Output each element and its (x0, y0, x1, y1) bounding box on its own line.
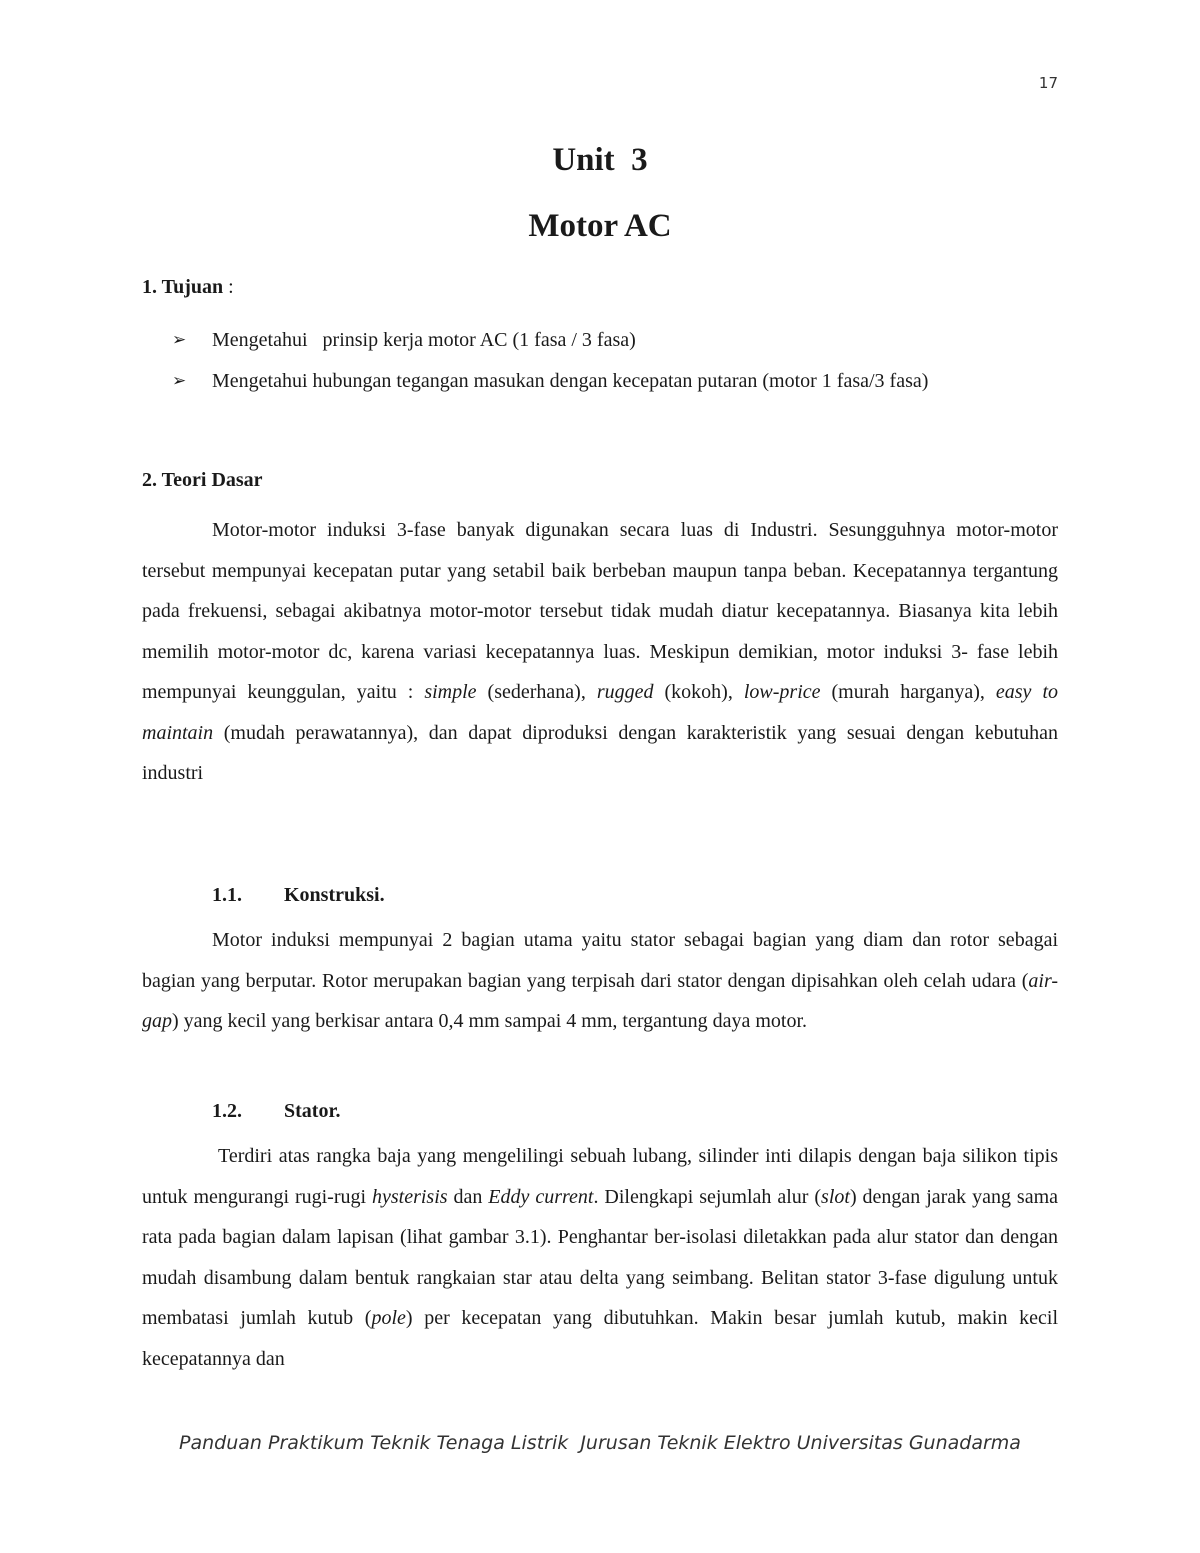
italic-term: pole (371, 1307, 406, 1329)
subsection-heading-konstruksi (212, 884, 385, 907)
italic-term: easy to maintain (142, 681, 1058, 744)
list-item-text: Mengetahui prinsip kerja motor AC (1 fasa / 3 fasa) (212, 329, 636, 351)
section-heading-teori-dasar: 2. Teori Dasar (142, 469, 263, 491)
teori-dasar-paragraph (142, 510, 1058, 794)
subsection-number: 1.2. (212, 1100, 242, 1122)
list-item-text: Mengetahui hubungan tegangan masukan dengan kecepatan putaran (motor 1 fasa/3 fasa) (212, 370, 929, 392)
text-run: (kokoh), (653, 681, 744, 703)
text-run: ) yang kecil yang berkisar antara 0,4 mm sampai 4 mm, tergantung daya motor. (172, 1010, 808, 1032)
text-run: (sederhana), (476, 681, 597, 703)
text-run: ) per kecepatan yang dibutuhkan. Makin besar jumlah kutub, makin kecil kecepatannya dan (142, 1307, 1058, 1370)
list-item (172, 320, 1052, 361)
text-run: . Dilengkapi sejumlah alur ( (593, 1185, 822, 1208)
italic-term: simple (424, 681, 477, 703)
list-item (172, 361, 1052, 402)
subsection-heading-stator (212, 1100, 340, 1123)
italic-term: air-gap (142, 969, 1058, 1032)
section-heading-colon: : (228, 276, 234, 298)
arrow-bullet-icon: ➢ (172, 371, 187, 391)
italic-term: slot (821, 1185, 850, 1208)
section-heading-tujuan-label: 1. Tujuan (142, 276, 224, 298)
text-run: (murah harganya), (820, 681, 996, 703)
italic-term: rugged (596, 681, 654, 703)
text-run: dan (447, 1185, 489, 1208)
chapter-title: Motor AC (528, 208, 672, 244)
subsection-title: Stator. (284, 1100, 341, 1122)
text-run: Motor induksi mempunyai 2 bagian utama yaitu stator sebagai bagian yang diam dan rotor sebagai bagian yang berputar. Rotor merupakan bagian yang terpisah dari stator dengan dipisahkan oleh celah udara ( (142, 929, 1058, 992)
italic-term: low-price (743, 681, 821, 703)
italic-term: Eddy current (488, 1185, 594, 1208)
stator-paragraph (142, 1136, 1058, 1379)
text-run: ) dengan jarak yang sama rata pada bagian dalam lapisan (lihat gambar 3.1). Penghantar ber-isolasi diletakkan pada alur stator dan dengan mudah disambung dalam bentuk rangkaian star atau delta yang seimbang. Belitan stator 3-fase digulung untuk membatasi jumlah kutub ( (142, 1185, 1059, 1329)
konstruksi-paragraph (142, 920, 1058, 1042)
subsection-title: Konstruksi. (284, 884, 385, 906)
italic-term: hysterisis (371, 1185, 448, 1208)
text-run: (mudah perawatannya), dan dapat diproduksi dengan karakteristik yang sesuai dengan kebutuhan industri (142, 721, 1058, 784)
text-run: Motor-motor induksi 3-fase banyak digunakan secara luas di Industri. Sesungguhnya motor-motor tersebut mempunyai kecepatan putar yang setabil baik berbeban maupun tanpa beban. Kecepatannya tergantung pada frekuensi, sebagai akibatnya motor-motor tersebut tidak mudah diatur kecepatannya. Biasanya kita lebih memilih motor-motor dc, karena variasi kecepatannya luas. Meskipun demikian, motor induksi 3- fase lebih mempunyai keunggulan, yaitu : (142, 519, 1058, 703)
section-heading-tujuan (142, 276, 234, 299)
page-footer: Panduan Praktikum Teknik Tenaga Listrik Jurusan Teknik Elektro Universitas Gunadarma (179, 1432, 1021, 1454)
page-number: 17 (1038, 74, 1058, 92)
subsection-number: 1.1. (212, 884, 242, 906)
unit-title: Unit 3 (552, 142, 648, 178)
text-run: Terdiri atas rangka baja yang mengelilingi sebuah lubang, silinder inti dilapis dengan baja silikon tipis untuk mengurangi rugi-rugi (142, 1145, 1058, 1208)
arrow-bullet-icon: ➢ (172, 330, 187, 350)
